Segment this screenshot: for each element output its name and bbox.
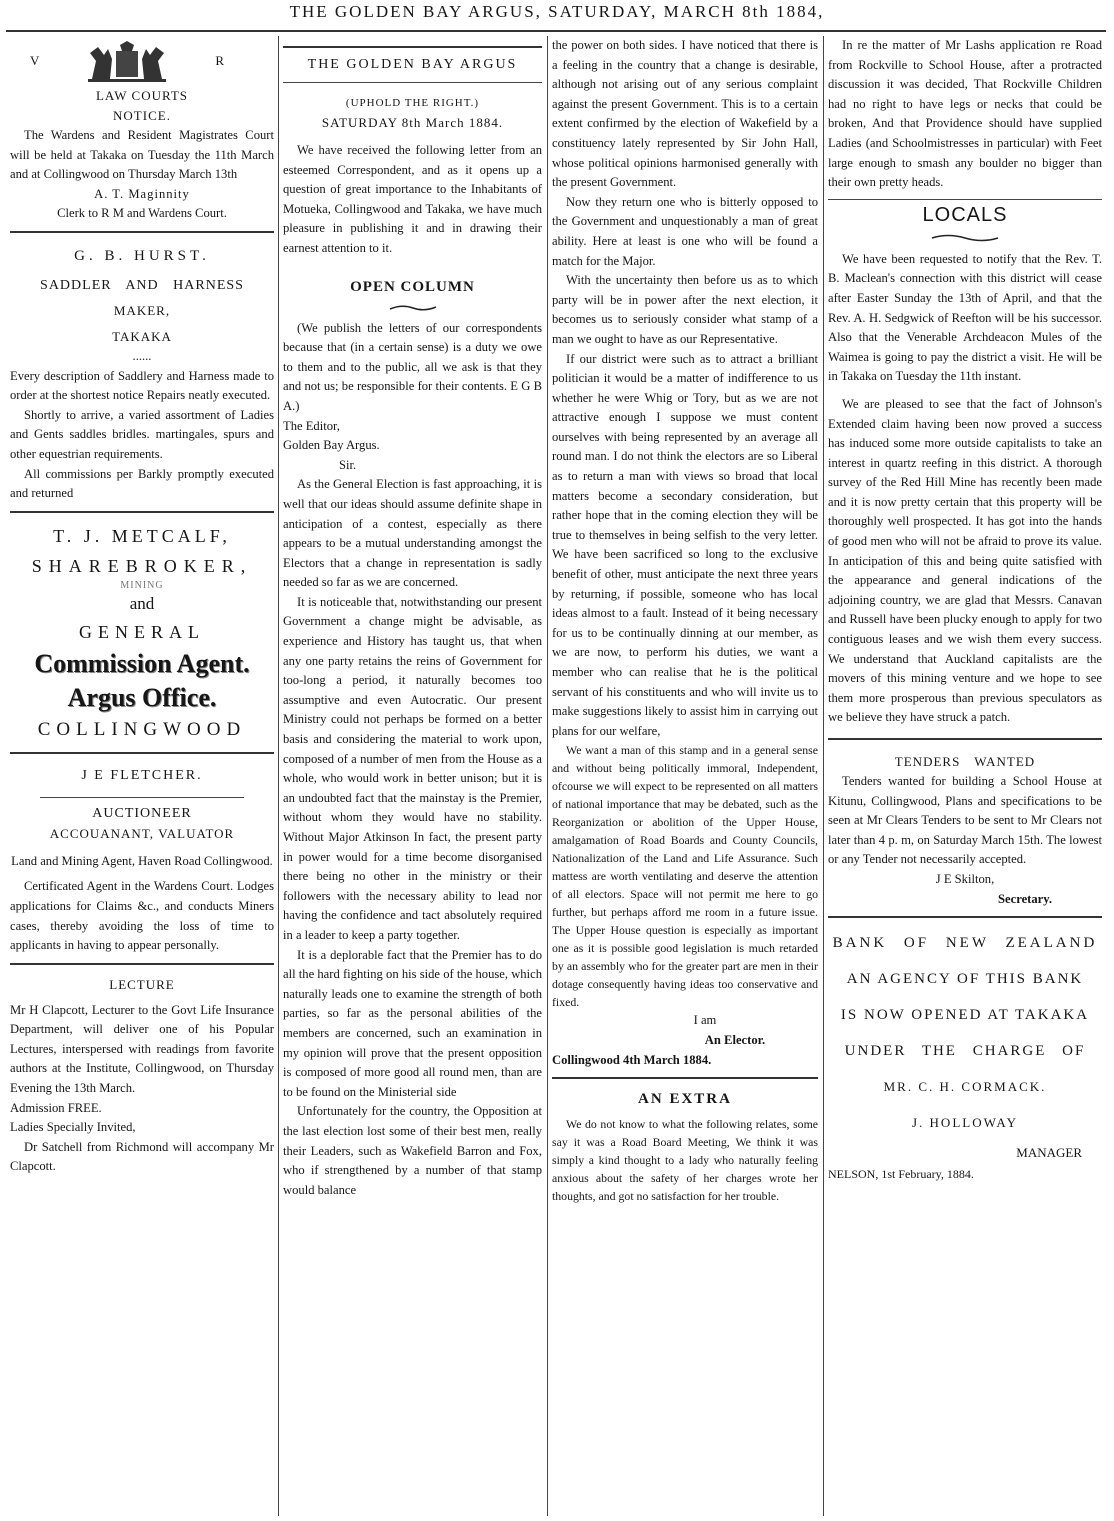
divider [10, 511, 274, 513]
divider [10, 231, 274, 233]
letter-paragraph-4: Unfortunately for the country, the Opposition at the last election lost some of their best men, really their Leaders, such as Wakefield Barron and Fox, who if strengthened by a number of that stamp would balance [283, 1104, 542, 1197]
fletcher-name: J E FLETCHER. [81, 767, 203, 783]
editorial-date: SATURDAY 8th March 1884. [321, 115, 504, 130]
ornament-flourish-icon [388, 303, 438, 313]
editorial-title: THE GOLDEN BAY ARGUS [307, 57, 518, 72]
divider [40, 797, 244, 798]
crest-letter-r: R [215, 53, 224, 68]
law-courts-heading: LAW COURTS [95, 88, 189, 103]
column-rule-1 [278, 36, 279, 1516]
letter-paragraph-7: With the uncertainty then before us as to which party will be in power after the next election, it becomes us to seriously consider what stamp of a man we ought to have as our Representative. [552, 273, 818, 346]
letter-editor-1: The Editor, [283, 418, 340, 433]
ornament-flourish-icon [930, 232, 1000, 244]
metcalf-mining: MINING [120, 579, 164, 591]
column-2 [283, 36, 542, 1521]
metcalf-and: and [129, 593, 155, 613]
column-4 [828, 36, 1102, 1521]
metcalf-commission-agent: Commission Agent. [34, 648, 250, 678]
bank-agency: AN AGENCY OF THIS BANK [846, 971, 1084, 988]
divider [10, 752, 274, 754]
bank-manager: MANAGER [1016, 1145, 1082, 1161]
locals-heading: LOCALS [922, 203, 1008, 226]
letter-paragraph-2: It is noticeable that, notwithstanding our present Government a change might be advisable, as experience and History has taught us, that when any one party retains the reins of Government for too-long a period, it naturally becomes too assumptive and even Autocratic. Our present Ministry could not perhaps be formed on a better basis and considering the material to work upon, composed of a number of men from the House as a whole, who would work in better unison; but it is an undoubted fact that the mainstay is the Premier, without whom they would have no stability. Without Major Atkinson In fact, the present party in power would for a time become disorganised there being no other in the ministry or their followers with the necessary ability to lead nor having the confidence and tact absolutely required in a leader to keep a party together. [283, 594, 542, 942]
letter-editor-2: Golden Bay Argus. [283, 438, 380, 453]
divider [828, 738, 1102, 740]
royal-crest [10, 36, 274, 86]
letter-paragraph-9: We want a man of this stamp and in a general sense and without being politically immoral, Independent, ofcourse we will expect to be represented on all matters of national importance that may be debated, such as the Reorganization or abolition of the Upper House, amalgamation of Road Boards and County Councils, Nationalization of the Land and Life Assurance. Such mattess are worth ventilating and deserve the attention of all electors. Space will not permit me here to go further, but perhaps afford me room in a future issue. The Upper House question is especially as important one as it is possible good legislation is much retarded by an assembly who for the greater part are men in their dotage consequently having ideas too conservative and fixed. [552, 743, 818, 1010]
metcalf-place: COLLINGWOOD [37, 718, 247, 740]
fletcher-paragraph-2: Certificated Agent in the Wardens Court. Lodges applications for Claims &c., and conducts Miners cases, thereby avoiding the loss of time to applicants in having to appear personally. [10, 879, 274, 953]
tenders-signature: J E Skilton, [935, 871, 995, 886]
hurst-place: TAKAKA [112, 328, 172, 344]
hurst-paragraph-1: Every description of Saddlery and Harness made to order at the shortest notice Repairs neatly executed. [10, 368, 274, 403]
column-rule-2 [547, 36, 548, 1516]
hurst-dots: ...... [132, 348, 152, 363]
letter-closing: I am [693, 1013, 717, 1028]
law-courts-body: The Wardens and Resident Magistrates Court will be held at Takaka on Tuesday the 11th March and at Collingwood on Thursday March 13th [10, 128, 274, 182]
divider [828, 916, 1102, 918]
tenders-secretary: Secretary. [998, 891, 1052, 906]
hurst-paragraph-3: All commissions per Barkly promptly executed and returned [10, 466, 274, 501]
fletcher-paragraph-1: Land and Mining Agent, Haven Road Collingwood. [11, 853, 273, 868]
letter-paragraph-1: As the General Election is fast approaching, it is well that our ideas should assume definite shape in anticipation of a contest, especially as there appears to be a mutual understanding amongst the Electors that a change in representation is sadly needed so far as we are concerned. [283, 477, 542, 590]
crest-letter-v: V [30, 53, 40, 68]
divider [552, 1077, 818, 1079]
editorial-motto: (UPHOLD THE RIGHT.) [345, 97, 480, 109]
metcalf-argus-office: Argus Office. [67, 682, 217, 712]
fletcher-role-2: ACCOUANANT, VALUATOR [49, 825, 235, 841]
lecture-admission: Admission FREE. [10, 1100, 102, 1115]
bank-name: BANK OF NEW ZEALAND [832, 935, 1098, 952]
letter-paragraph-3: It is a deplorable fact that the Premier has to do all the hard fighting on his side of the house, which naturally leads one to examine the strength of both parties, so far as the personal abilities of the members are concerned, such an examination in my opinion will prove that the present opposition is composed of more good all round men, than are to be found on the Ministerial side [283, 947, 542, 1099]
bank-cormack: MR. C. H. CORMACK. [883, 1079, 1047, 1095]
column-1 [10, 36, 274, 1521]
fletcher-role: AUCTIONEER [92, 805, 192, 821]
letter-paragraph-5: the power on both sides. I have noticed that there is a feeling in the country that a change is desirable, although not arising out of any serious complaint against the present Government. This is to a certain extent confirmed by the election of Wakefield by a constituency lately represented by Sir John Hall, whose political opinions harmonised generally with the present Government. [552, 38, 818, 190]
open-column-heading: OPEN COLUMN [350, 278, 475, 295]
letter-paragraph-6: Now they return one who is bitterly opposed to the Government and unquestionably a man of great ability. Here at least is one who will be found a match for the Major. [552, 194, 818, 268]
open-column-note: (We publish the letters of our correspondents because that (in a certain sense) is a duty we owe to them and to the public, all we ask is that they and not us; be responsible for their contents. E G B A.) [283, 320, 542, 413]
law-courts-clerk-name: A. T. Maginnity [94, 186, 190, 201]
lecture-paragraph-4: Dr Satchell from Richmond will accompany Mr Clapcott. [10, 1139, 274, 1174]
law-courts-clerk-title: Clerk to R M and Wardens Court. [57, 206, 227, 221]
hurst-paragraph-2: Shortly to arrive, a varied assortment of Ladies and Gents saddles bridles. martingales, spurs and other equestrian requirements. [10, 407, 274, 461]
metcalf-role: SHAREBROKER, [31, 555, 253, 576]
masthead-rule [6, 30, 1106, 32]
bank-holloway: J. HOLLOWAY [911, 1115, 1019, 1131]
divider [10, 963, 274, 965]
bank-dateline: NELSON, 1st February, 1884. [828, 1167, 974, 1182]
lecture-ladies: Ladies Specially Invited, [10, 1120, 136, 1135]
hurst-trade-2: MAKER, [113, 302, 171, 318]
letter-dateline: Collingwood 4th March 1884. [552, 1052, 712, 1067]
tenders-heading: TENDERS WANTED [894, 754, 1036, 769]
notice-heading: NOTICE. [113, 108, 171, 123]
tenders-paragraph: Tenders wanted for building a School House at Kitunu, Collingwood, Plans and specifications to be seen at Mr Clears Tenders to be sent to Mr Clears not later than 4 p. m, on Saturday March 15th. The lowest or any Tender not necessarily accepted. [828, 774, 1102, 867]
metcalf-general: GENERAL [79, 621, 205, 642]
locals-paragraph-1: We have been requested to notify that the Rev. T. B. Maclean's connection with this district will cease after Easter Sunday the 13th of April, and that the Rev. A. H. Sedgwick of Reefton will be his successor. Also that the Venerable Archdeacon Mules of the Waimea is going to pay the district a visit. He will be in Takaka on Tuesday the 11th instant. [828, 251, 1102, 384]
an-extra-heading: AN EXTRA [638, 1091, 732, 1108]
divider [283, 82, 542, 83]
divider [283, 46, 542, 48]
lecture-heading: LECTURE [109, 976, 175, 992]
an-extra-paragraph: We do not know to what the following relates, some say it was a Road Board Meeting, We think it was simply a kind thought to a lady who naturally feeling anxious about the safety of her charges wrote her thoughts, and got no satisfaction for her trouble. [552, 1117, 818, 1204]
lecture-paragraph-1: Mr H Clapcott, Lecturer to the Govt Life Insurance Department, will deliver one of his Popular Lectures, interspersed with readings from favorite authors at the Institute, Collingwood, on Thursday Evening the 13th March. [10, 1002, 274, 1096]
column-rule-3 [823, 36, 824, 1516]
letter-paragraph-8: If our district were such as to attract a brilliant politician it would be a matter of indifference to us whether he were Whig or Tory, but as we are not attractive enough I suppose we must content ourselves with being represented by an average all round man. I do not think the electors are so Liberal as to return a man with views so broad that local matters become a secondary consideration, but rather hope that in the coming election they will be true to themselves in being selfish to the very letter. We have been sacrificed so long to the exclusive benefit of other, must anticipate the next three years by returning, if possible, someone who has local ideas almost to a fault. Instead of it being necessary for us to be continually dinning at our member, as we are now, to perform his duties, we want a member who can realise that he is the political servant of his constituents and who will invite us to make suggestions likely to assist him in carrying out plans for our welfare, [552, 351, 818, 738]
coat-of-arms-icon [82, 39, 172, 83]
column-3 [552, 36, 818, 1521]
letter-salutation: Sir. [339, 457, 357, 472]
masthead: THE GOLDEN BAY ARGUS, SATURDAY, MARCH 8th 1884, [289, 2, 825, 21]
hurst-name: G. B. HURST. [74, 247, 210, 264]
bank-opened: IS NOW OPENED AT TAKAKA [840, 1007, 1090, 1024]
locals-paragraph-2: We are pleased to see that the fact of Johnson's Extended claim having been now proved a success has induced some more outside capitalists to take an interest in quartz reefing in this district. A thorough survey of the Red Hill Mine has recently been made and it is now pretty certain that this property will be thoroughly well prospected. It has got into the hands of good men who will not be afraid to prove its value. In anticipation of this and being quite satisfied with the appearance and general indications of the adjoining country, we are glad that Messrs. Canavan and Russell have been plucky enough to apply for two contiguous leases and we wish them every success. We understand that Auckland capitalists are the movers of this mining venture and we hope to see them more prosperous than previous speculators as we believe they have struck a patch. [828, 396, 1102, 725]
bank-charge: UNDER THE CHARGE OF [844, 1043, 1086, 1060]
letter-signature: An Elector. [704, 1032, 766, 1047]
editorial-paragraph-1: We have received the following letter from an esteemed Correspondent, and as it opens up a question of great importance to the Inhabitants of Motueka, Collingwood and Takaka, we have much pleasure in publishing it and in drawing their earnest attention to it. [283, 143, 542, 255]
locals-rockville-paragraph: In re the matter of Mr Lashs application re Road from Rockville to School House, after a protracted discussion it was decided, That Rockville Children had no right to have legs or necks that could be broken, And that Providence should have supplied Ladies (and Schoolmistresses in particular) with Feet large enough to smash any boulder no bigger than their own pretty heads. [828, 38, 1102, 190]
hurst-trade: SADDLER AND HARNESS [40, 277, 244, 293]
metcalf-name: T. J. METCALF, [53, 525, 231, 546]
